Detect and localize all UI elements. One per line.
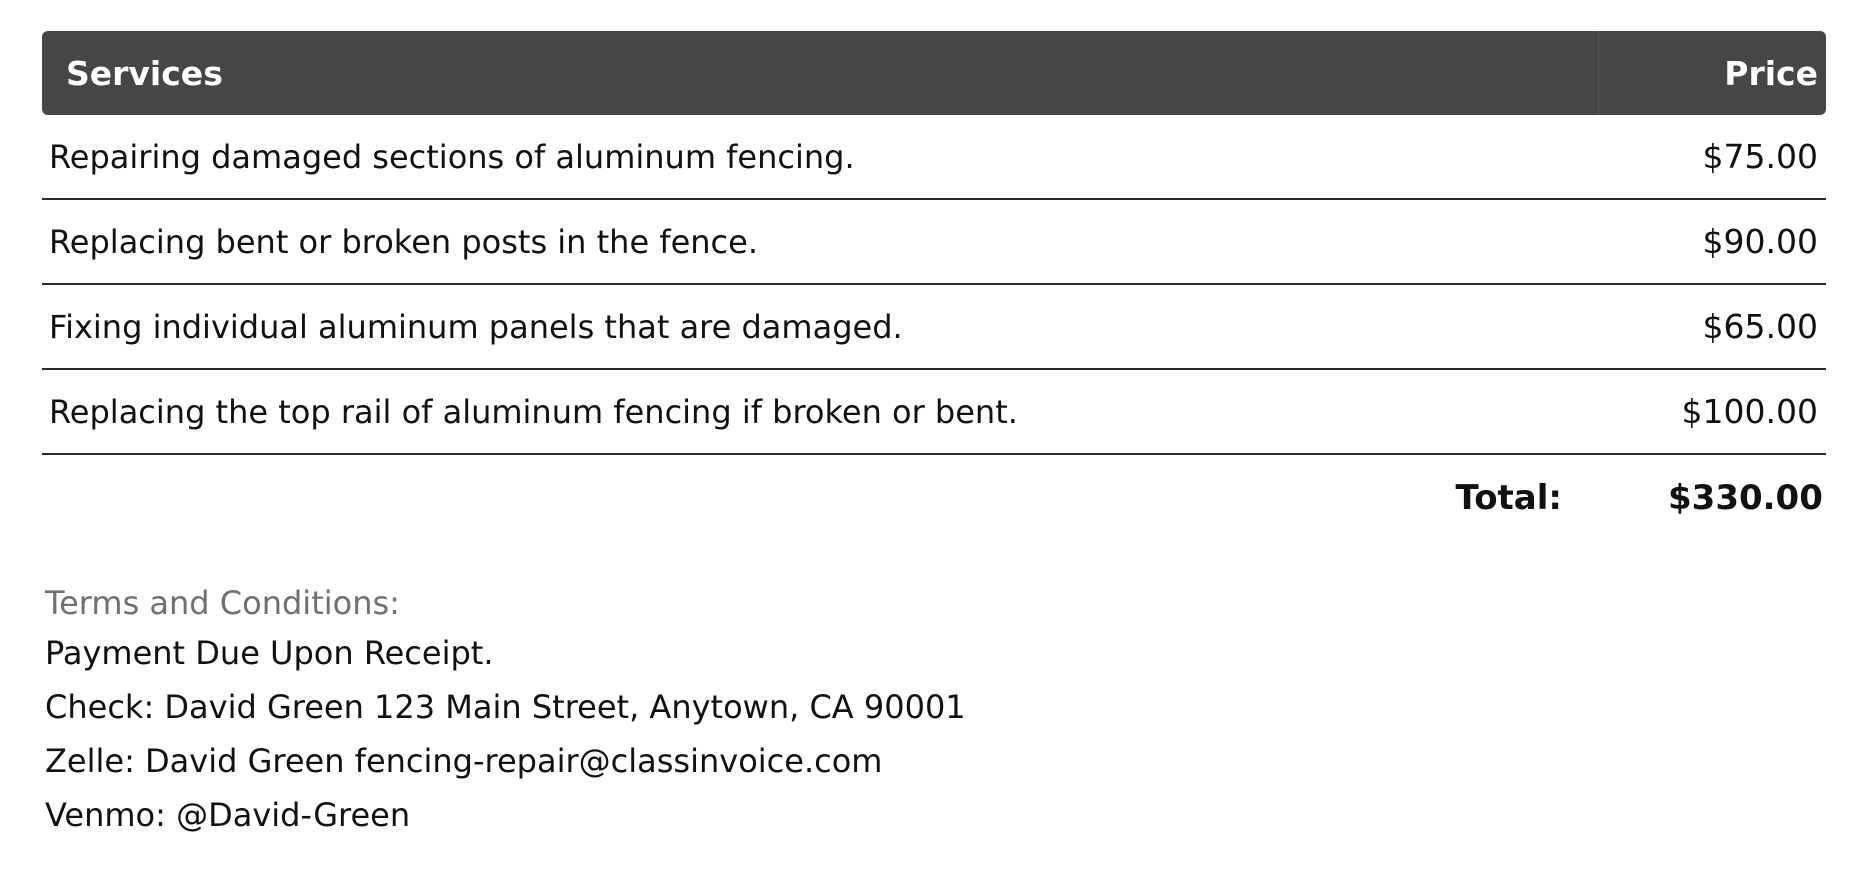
terms-zelle-line: Zelle: David Green fencing-repair@classinvoice.com — [45, 742, 883, 780]
total-row — [42, 455, 1826, 541]
service-description: Repairing damaged sections of aluminum fencing. — [49, 137, 855, 176]
price-column-header: Price — [1724, 53, 1818, 93]
total-value: $330.00 — [1668, 478, 1823, 518]
table-row — [42, 370, 1826, 455]
header-divider — [1598, 31, 1599, 115]
services-table — [42, 31, 1826, 541]
table-row — [42, 200, 1826, 285]
terms-check-line: Check: David Green 123 Main Street, Anytown, CA 90001 — [45, 688, 966, 726]
service-description: Fixing individual aluminum panels that are damaged. — [49, 307, 903, 346]
table-row — [42, 285, 1826, 370]
service-price: $90.00 — [1702, 222, 1818, 261]
services-column-header: Services — [66, 53, 223, 93]
table-header — [42, 31, 1826, 115]
terms-payment-line: Payment Due Upon Receipt. — [45, 634, 494, 672]
terms-section — [45, 580, 1245, 842]
service-price: $75.00 — [1702, 137, 1818, 176]
total-label: Total: — [1455, 478, 1562, 518]
service-description: Replacing bent or broken posts in the fence. — [49, 222, 758, 261]
table-row — [42, 115, 1826, 200]
service-description: Replacing the top rail of aluminum fencing if broken or bent. — [49, 392, 1018, 431]
terms-venmo-line: Venmo: @David-Green — [45, 796, 411, 834]
terms-title: Terms and Conditions: — [45, 584, 400, 622]
service-price: $65.00 — [1702, 307, 1818, 346]
service-price: $100.00 — [1681, 392, 1818, 431]
